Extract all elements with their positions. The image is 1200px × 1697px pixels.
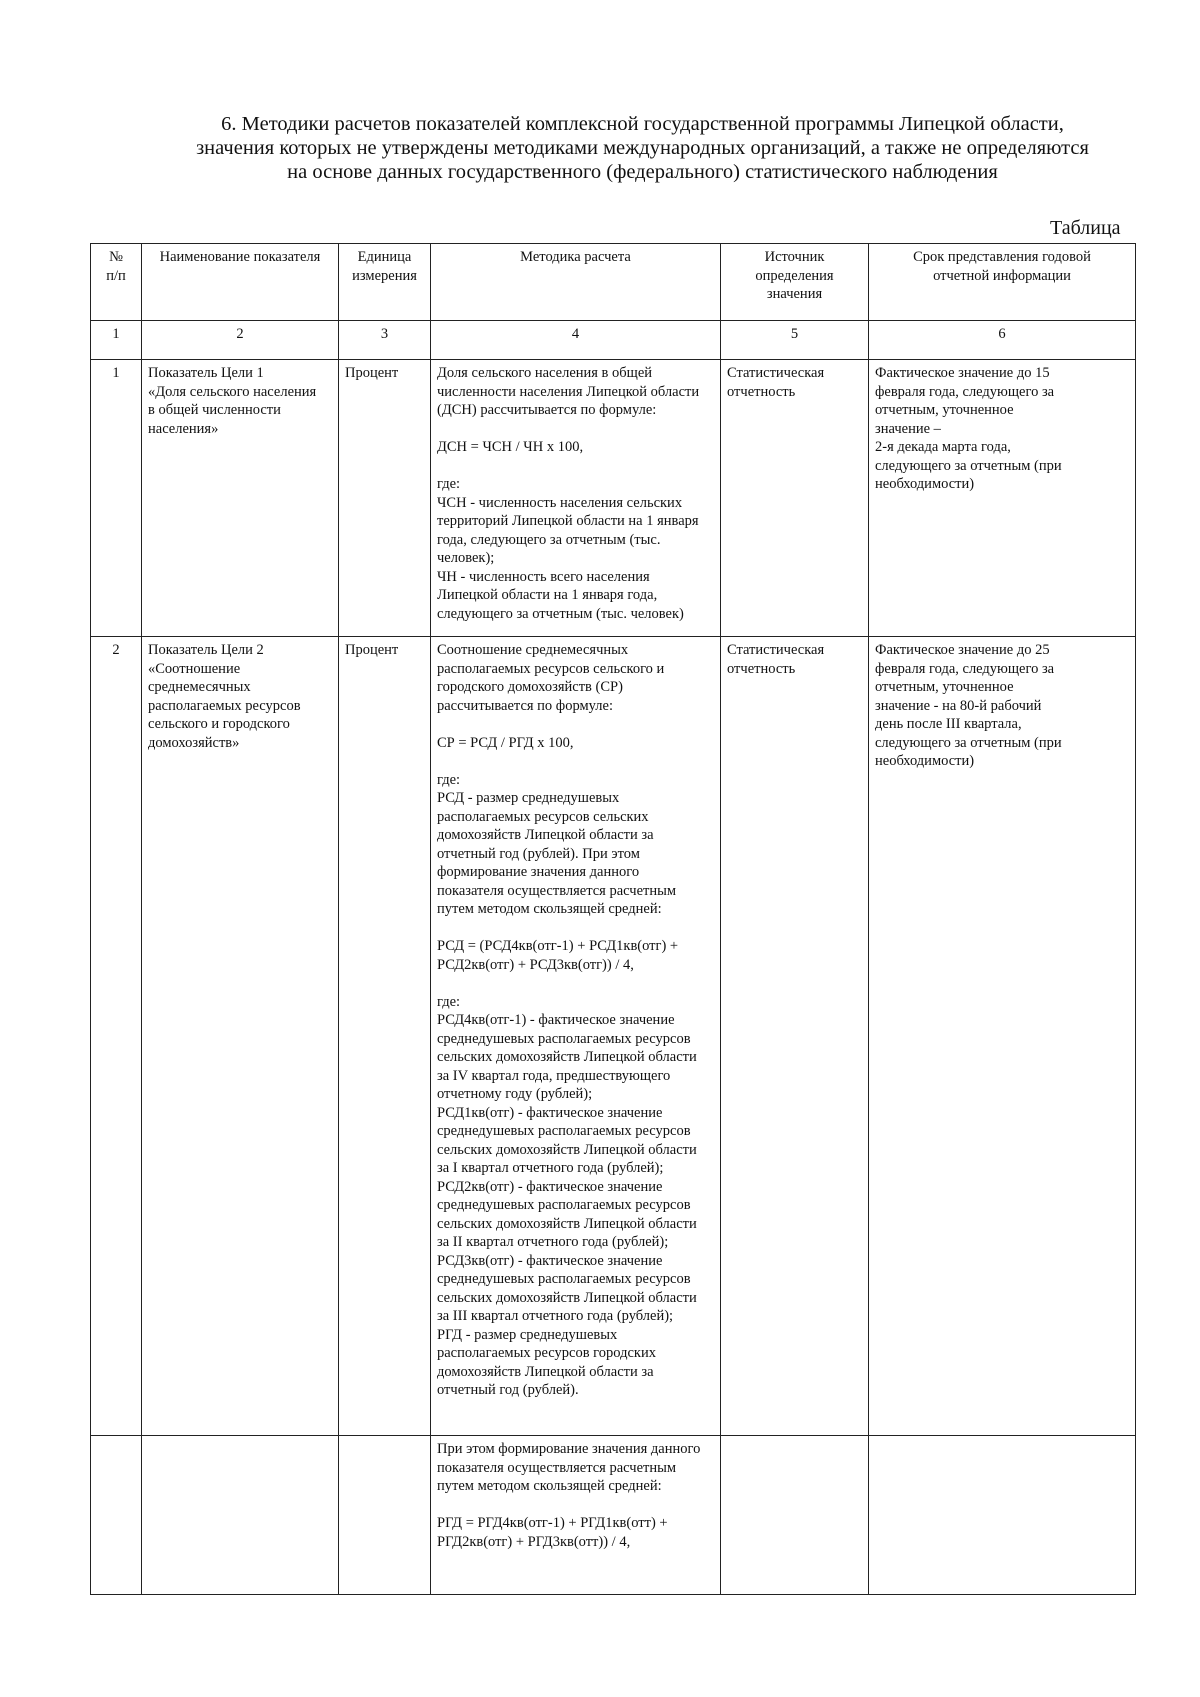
column-number: 5 — [721, 321, 869, 360]
header-name: Наименование показателя — [142, 244, 339, 321]
value-source — [721, 1436, 869, 1595]
column-number: 4 — [431, 321, 721, 360]
heading-line-2: значения которых не утверждены методиками международных организаций, а также не определяются — [196, 137, 1089, 159]
indicator-name: Показатель Цели 2 «Соотношение среднемесячных располагаемых ресурсов сельского и городского домохозяйств» — [142, 637, 339, 1436]
table-row — [91, 1436, 1136, 1595]
indicator-unit: Процент — [339, 360, 431, 637]
value-source: Статистическая отчетность — [721, 360, 869, 637]
header-deadline: Срок представления годовой отчетной информации — [869, 244, 1136, 321]
indicator-unit — [339, 1436, 431, 1595]
row-num: 1 — [91, 360, 142, 637]
document-heading — [150, 112, 1135, 184]
column-number: 6 — [869, 321, 1136, 360]
indicator-unit: Процент — [339, 637, 431, 1436]
header-method: Методика расчета — [431, 244, 721, 321]
column-number: 3 — [339, 321, 431, 360]
reporting-deadline: Фактическое значение до 15 февраля года, следующего за отчетным, уточненное значение – 2-я декада марта года, следующего за отчетным (при необходимости) — [869, 360, 1136, 637]
row-num — [91, 1436, 142, 1595]
heading-line-1: 6. Методики расчетов показателей комплексной государственной программы Липецкой области, — [221, 113, 1064, 135]
column-number: 1 — [91, 321, 142, 360]
reporting-deadline: Фактическое значение до 25 февраля года, следующего за отчетным, уточненное значение - на 80-й рабочий день после III квартала, следующего за отчетным (при необходимости) — [869, 637, 1136, 1436]
calculation-method: Соотношение среднемесячных располагаемых ресурсов сельского и городского домохозяйств (СР) рассчитывается по формуле: СР = РСД / РГД х 100, где: РСД - размер среднедушевых располагаемых ресурсов сельских домохозяйств Липецкой области за отчетный год (рублей). При этом формирование значения данного показателя осуществляется расчетным путем методом скользящей средней: РСД = (РСД4кв(отг-1) + РСД1кв(отг) + РСД2кв(отг) + РСД3кв(отг)) / 4, где: РСД4кв(отг-1) - фактическое значение среднедушевых располагаемых ресурсов сельских домохозяйств Липецкой области за IV квартал года, предшествующего отчетному году (рублей); РСД1кв(отг) - фактическое значение среднедушевых располагаемых ресурсов сельских домохозяйств Липецкой области за I квартал отчетного года (рублей); РСД2кв(отг) - фактическое значение среднедушевых располагаемых ресурсов сельских домохозяйств Липецкой области за II квартал отчетного года (рублей); РСД3кв(отг) - фактическое значение среднедушевых располагаемых ресурсов сельских домохозяйств Липецкой области за III квартал отчетного года (рублей); РГД - размер среднедушевых располагаемых ресурсов городских домохозяйств Липецкой области за отчетный год (рублей). — [431, 637, 721, 1436]
header-num: № п/п — [91, 244, 142, 321]
column-number: 2 — [142, 321, 339, 360]
reporting-deadline — [869, 1436, 1136, 1595]
indicator-name: Показатель Цели 1 «Доля сельского населения в общей численности населения» — [142, 360, 339, 637]
table-row — [91, 360, 1136, 637]
column-number-row — [91, 321, 1136, 360]
header-source: Источник определения значения — [721, 244, 869, 321]
table-row — [91, 637, 1136, 1436]
row-num: 2 — [91, 637, 142, 1436]
header-unit: Единица измерения — [339, 244, 431, 321]
calculation-method: При этом формирование значения данного показателя осуществляется расчетным путем методом скользящей средней: РГД = РГД4кв(отг-1) + РГД1кв(отт) + РГД2кв(отг) + РГД3кв(отт)) / 4, — [431, 1436, 721, 1595]
table-header-row — [91, 244, 1136, 321]
value-source: Статистическая отчетность — [721, 637, 869, 1436]
indicator-name — [142, 1436, 339, 1595]
indicators-table — [90, 243, 1136, 1595]
calculation-method: Доля сельского населения в общей численности населения Липецкой области (ДСН) рассчитывается по формуле: ДСН = ЧСН / ЧН х 100, где: ЧСН - численность населения сельских территорий Липецкой области на 1 января года, следующего за отчетным (тыс. человек); ЧН - численность всего населения Липецкой области на 1 января года, следующего за отчетным (тыс. человек) — [431, 360, 721, 637]
heading-line-3: на основе данных государственного (федерального) статистического наблюдения — [287, 161, 998, 183]
table-label: Таблица — [1050, 217, 1121, 239]
